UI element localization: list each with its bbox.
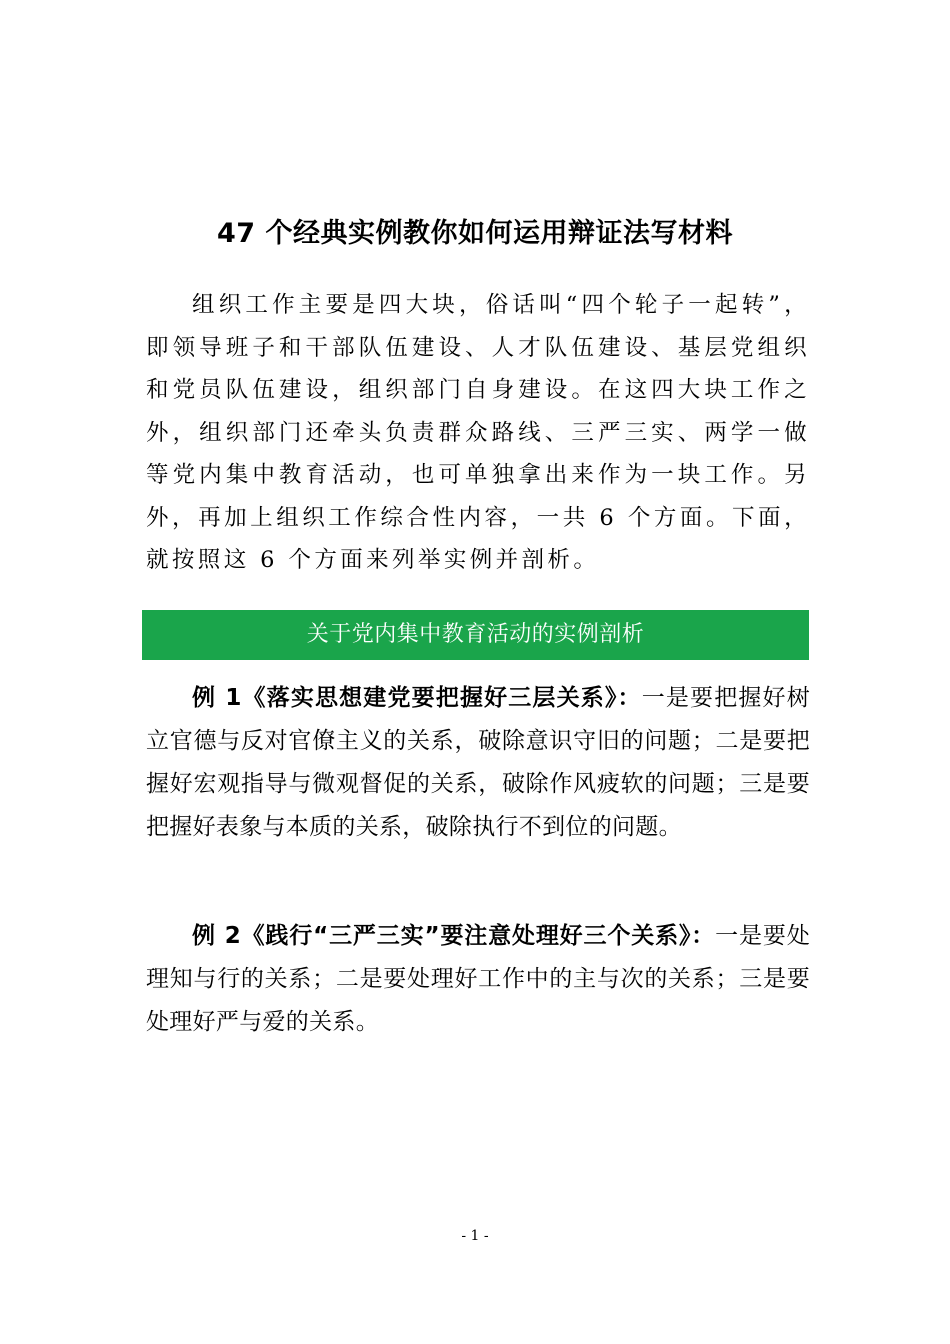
example-1-label: 例 1 bbox=[192, 685, 242, 711]
example-2-heading: 《践行“三严三实”要注意处理好三个关系》： bbox=[241, 923, 716, 949]
example-2-label: 例 2 bbox=[192, 923, 242, 949]
example-paragraph-2 bbox=[146, 915, 810, 1044]
example-paragraph-1 bbox=[146, 677, 810, 849]
page-number: - 1 - bbox=[461, 1228, 489, 1244]
example-2-body: 一是要处理知与行的关系；二是要处理好工作中的主与次的关系；三是要处理好严与爱的关系。 bbox=[146, 923, 810, 1035]
example-1-body: 一是要把握好树立官德与反对官僚主义的关系，破除意识守旧的问题；二是要把握好宏观指导与微观督促的关系，破除作风疲软的问题；三是要把握好表象与本质的关系，破除执行不到位的问题。 bbox=[146, 685, 810, 840]
example-1-heading: 《落实思想建党要把握好三层关系》： bbox=[241, 685, 642, 711]
intro-paragraph: 组织工作主要是四大块，俗话叫“四个轮子一起转”，即领导班子和干部队伍建设、人才队伍建设、基层党组织和党员队伍建设，组织部门自身建设。在这四大块工作之外，组织部门还牵头负责群众路线、三严三实、两学一做等党内集中教育活动，也可单独拿出来作为一块工作。另外，再加上组织工作综合性内容，一共 6 个方面。下面，就按照这 6 个方面来列举实例并剖析。 bbox=[146, 292, 810, 573]
document-title: 47 个经典实例教你如何运用辩证法写材料 bbox=[217, 218, 733, 249]
section-heading-banner: 关于党内集中教育活动的实例剖析 bbox=[142, 610, 809, 660]
